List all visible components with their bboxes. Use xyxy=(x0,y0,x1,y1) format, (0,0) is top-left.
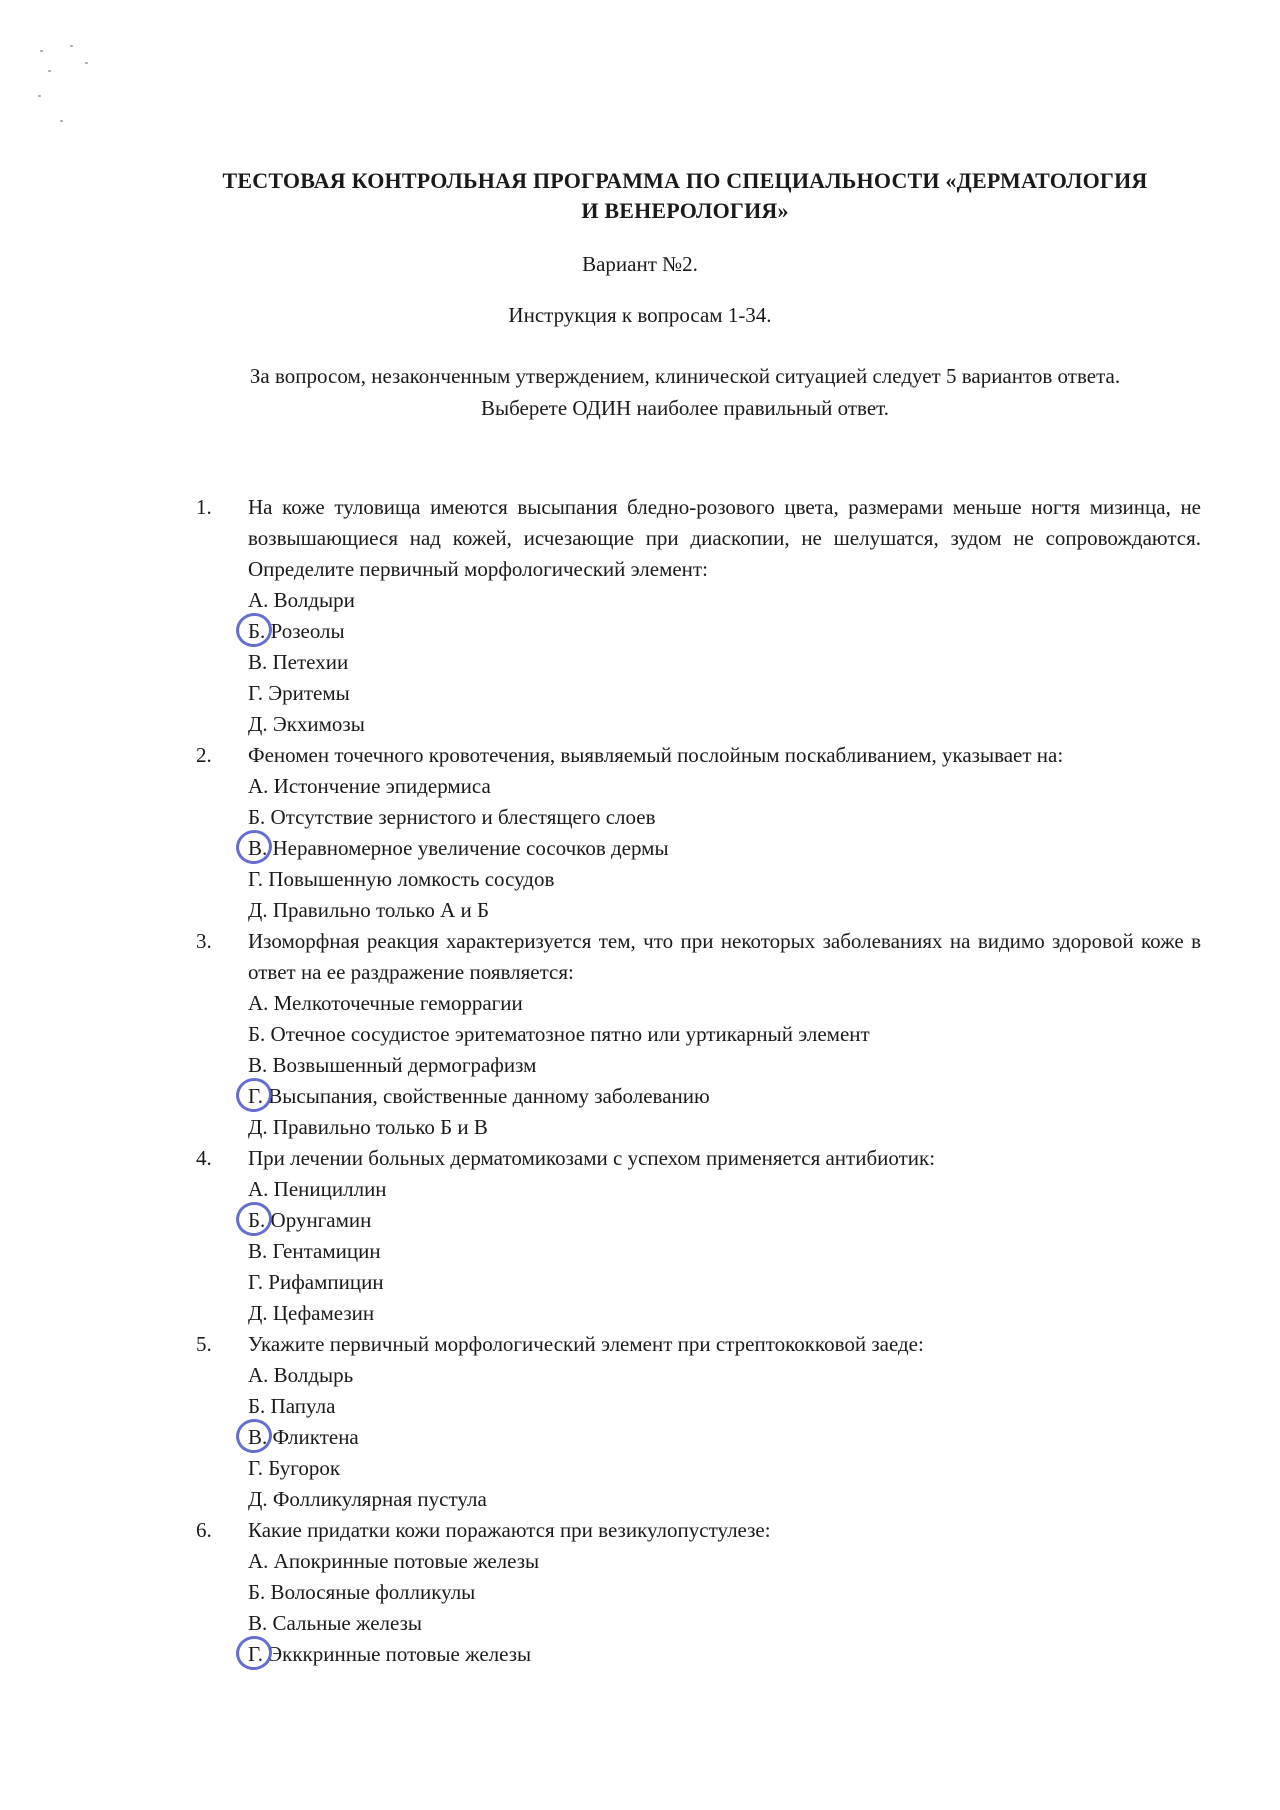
answer-option: В. Фликтена xyxy=(248,1422,1201,1453)
question-text: Какие придатки кожи поражаются при везикулопустулезе: xyxy=(248,1518,771,1542)
pen-circle-mark xyxy=(233,827,275,868)
answer-option: А. Мелкоточечные геморрагии xyxy=(248,991,523,1015)
answer-options xyxy=(248,1174,1201,1329)
answer-option: Д. Правильно только Б и В xyxy=(248,1115,488,1139)
answer-option: В. Гентамицин xyxy=(248,1239,381,1263)
answer-option: Д. Цефамезин xyxy=(248,1301,375,1325)
question-4 xyxy=(196,1143,1201,1329)
answer-options xyxy=(248,771,1201,926)
answer-option: Б. Отсутствие зернистого и блестящего слоев xyxy=(248,805,656,829)
pen-circle-mark xyxy=(233,1199,275,1240)
answer-option: Б. Отечное сосудистое эритематозное пятно или уртикарный элемент xyxy=(248,1022,870,1046)
question-text: Укажите первичный морфологический элемент при стрептококковой заеде: xyxy=(248,1332,924,1356)
pen-circle-mark xyxy=(233,1633,275,1674)
question-6 xyxy=(196,1515,1201,1670)
answer-option: Г. Рифампицин xyxy=(248,1270,384,1294)
question-number: 3. xyxy=(196,929,212,953)
answer-option: Д. Фолликулярная пустула xyxy=(248,1487,487,1511)
question-number: 6. xyxy=(196,1518,212,1542)
question-1 xyxy=(196,492,1201,740)
answer-option: А. Пенициллин xyxy=(248,1177,387,1201)
answer-option: Б. Орунгамин xyxy=(248,1205,1201,1236)
answer-option: В. Возвышенный дермографизм xyxy=(248,1053,537,1077)
instruction-line-2: Выберете ОДИН наиболее правильный ответ. xyxy=(481,396,889,420)
answer-options xyxy=(248,988,1201,1143)
answer-option: Б. Волосяные фолликулы xyxy=(248,1580,476,1604)
question-text: При лечении больных дерматомикозами с успехом применяется антибиотик: xyxy=(248,1146,936,1170)
title-line-1: ТЕСТОВАЯ КОНТРОЛЬНАЯ ПРОГРАММА ПО СПЕЦИАЛЬНОСТИ «ДЕРМАТОЛОГИЯ xyxy=(222,168,1148,193)
instruction-text xyxy=(170,360,1200,424)
answer-option: А. Волдырь xyxy=(248,1363,354,1387)
question-text: Изоморфная реакция характеризуется тем, что при некоторых заболеваниях на видимо здоровой коже в ответ на ее раздражение появляется: xyxy=(248,929,1201,984)
question-number: 2. xyxy=(196,743,212,767)
question-text: Феномен точечного кровотечения, выявляемый послойным поскабливанием, указывает на: xyxy=(248,743,1064,767)
question-number: 1. xyxy=(196,495,212,519)
question-text: На коже туловища имеются высыпания бледно-розового цвета, размерами меньше ногтя мизинца, не возвышающиеся над кожей, исчезающие при диаскопии, не шелушатся, зудом не сопровождаются. Определите первичный морфологический элемент: xyxy=(248,495,1201,581)
answer-option: Г. Бугорок xyxy=(248,1456,341,1480)
answer-options xyxy=(248,585,1201,740)
question-2 xyxy=(196,740,1201,926)
answer-option: В. Неравномерное увеличение сосочков дермы xyxy=(248,833,1201,864)
answer-option: Б. Розеолы xyxy=(248,616,1201,647)
answer-option: А. Истончение эпидермиса xyxy=(248,774,491,798)
answer-option: Г. Повышенную ломкость сосудов xyxy=(248,867,555,891)
question-list xyxy=(196,492,1201,1670)
scan-speckles xyxy=(30,40,120,150)
answer-option: А. Апокринные потовые железы xyxy=(248,1549,540,1573)
title-line-2: И ВЕНЕРОЛОГИЯ» xyxy=(581,198,789,223)
pen-circle-mark xyxy=(233,1075,275,1116)
answer-options xyxy=(248,1360,1201,1515)
answer-option: Д. Правильно только А и Б xyxy=(248,898,490,922)
question-number: 5. xyxy=(196,1332,212,1356)
instruction-line-1: За вопросом, незаконченным утверждением, клинической ситуацией следует 5 вариантов ответа. xyxy=(249,364,1121,388)
answer-option: Г. Эритемы xyxy=(248,681,350,705)
question-3 xyxy=(196,926,1201,1143)
pen-circle-mark xyxy=(233,1416,275,1457)
question-5 xyxy=(196,1329,1201,1515)
answer-option: В. Сальные железы xyxy=(248,1611,423,1635)
instruction-title: Инструкция к вопросам 1-34. xyxy=(508,303,772,327)
answer-options xyxy=(248,1546,1201,1670)
answer-option: Д. Экхимозы xyxy=(248,712,365,736)
document-title xyxy=(170,166,1200,226)
answer-option: Г. Высыпания, свойственные данному заболеванию xyxy=(248,1081,1201,1112)
answer-option: А. Волдыри xyxy=(248,588,355,612)
answer-option: В. Петехии xyxy=(248,650,349,674)
answer-option: Г. Экккринные потовые железы xyxy=(248,1639,1201,1670)
pen-circle-mark xyxy=(233,610,275,651)
question-number: 4. xyxy=(196,1146,212,1170)
answer-option: Б. Папула xyxy=(248,1394,336,1418)
variant-label: Вариант №2. xyxy=(582,252,698,276)
